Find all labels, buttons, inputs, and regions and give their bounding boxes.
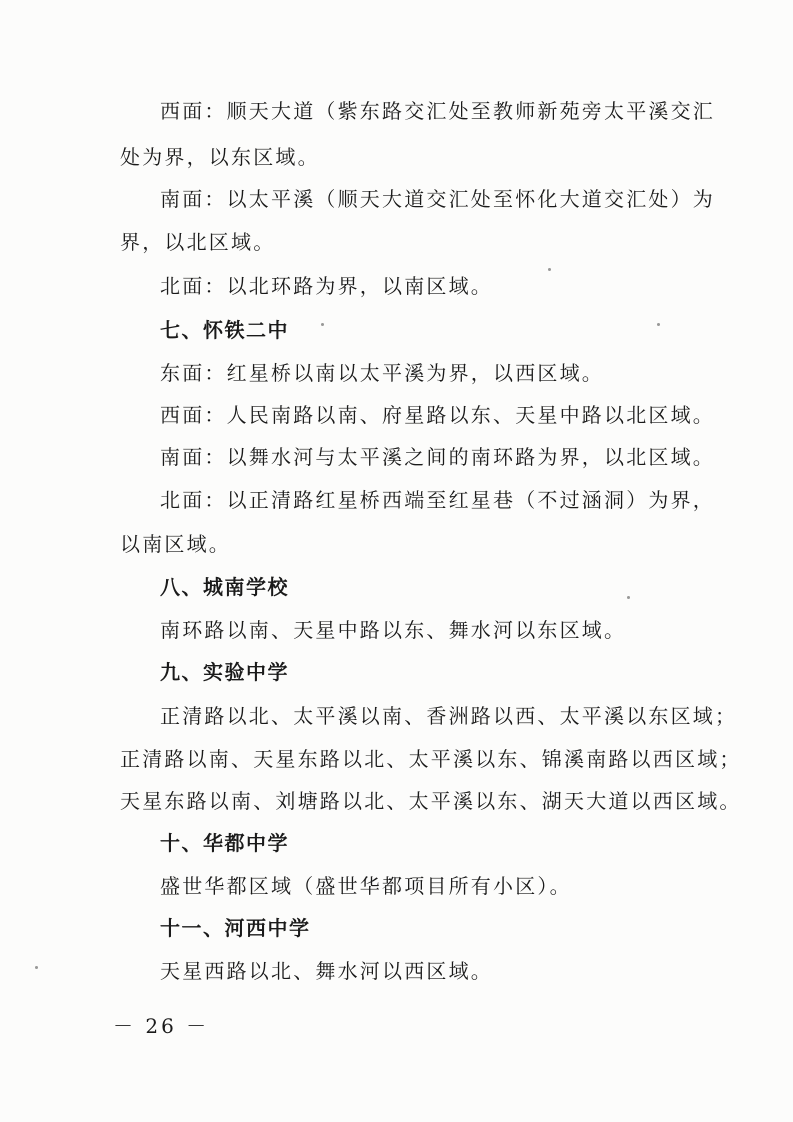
scan-speck xyxy=(35,966,38,969)
paragraph-north-boundary-7: 北面：以正清路红星桥西端至红星巷（不过涵洞）为界， xyxy=(160,488,715,512)
scan-speck xyxy=(548,268,551,271)
paragraph-south-boundary: 南面：以太平溪（顺天大道交汇处至怀化大道交汇处）为 xyxy=(160,187,715,211)
section-heading-9: 九、实验中学 xyxy=(160,660,289,684)
paragraph-area-11: 天星西路以北、舞水河以西区域。 xyxy=(160,959,493,983)
page-number: － 26 － xyxy=(113,1014,210,1038)
paragraph-area-8: 南环路以南、天星中路以东、舞水河以东区域。 xyxy=(160,618,627,642)
paragraph-west-boundary: 西面：顺天大道（紫东路交汇处至教师新苑旁太平溪交汇 xyxy=(160,99,715,123)
section-heading-10: 十、华都中学 xyxy=(160,831,289,855)
paragraph-south-boundary-7: 南面：以舞水河与太平溪之间的南环路为界，以北区域。 xyxy=(160,445,715,469)
section-heading-11: 十一、河西中学 xyxy=(160,916,311,940)
paragraph-south-boundary-cont: 界，以北区域。 xyxy=(120,230,276,254)
paragraph-east-boundary-7: 东面：红星桥以南以太平溪为界，以西区域。 xyxy=(160,361,604,385)
paragraph-area-9-b: 正清路以南、天星东路以北、太平溪以东、锦溪南路以西区域； xyxy=(120,747,742,771)
paragraph-north-boundary: 北面：以北环路为界，以南区域。 xyxy=(160,274,493,298)
paragraph-west-boundary-7: 西面：人民南路以南、府星路以东、天星中路以北区域。 xyxy=(160,403,715,427)
scan-speck xyxy=(321,323,324,326)
paragraph-area-9-a: 正清路以北、太平溪以南、香洲路以西、太平溪以东区域； xyxy=(160,704,738,728)
scan-speck xyxy=(657,323,660,326)
section-heading-7: 七、怀铁二中 xyxy=(160,318,289,342)
scan-speck xyxy=(627,596,630,599)
paragraph-west-boundary-cont: 处为界，以东区域。 xyxy=(120,145,320,169)
section-heading-8: 八、城南学校 xyxy=(160,575,289,599)
paragraph-north-boundary-7-cont: 以南区域。 xyxy=(120,532,231,556)
paragraph-area-9-c: 天星东路以南、刘塘路以北、太平溪以东、湖天大道以西区域。 xyxy=(120,789,742,813)
paragraph-area-10: 盛世华都区域（盛世华都项目所有小区）。 xyxy=(160,874,572,898)
